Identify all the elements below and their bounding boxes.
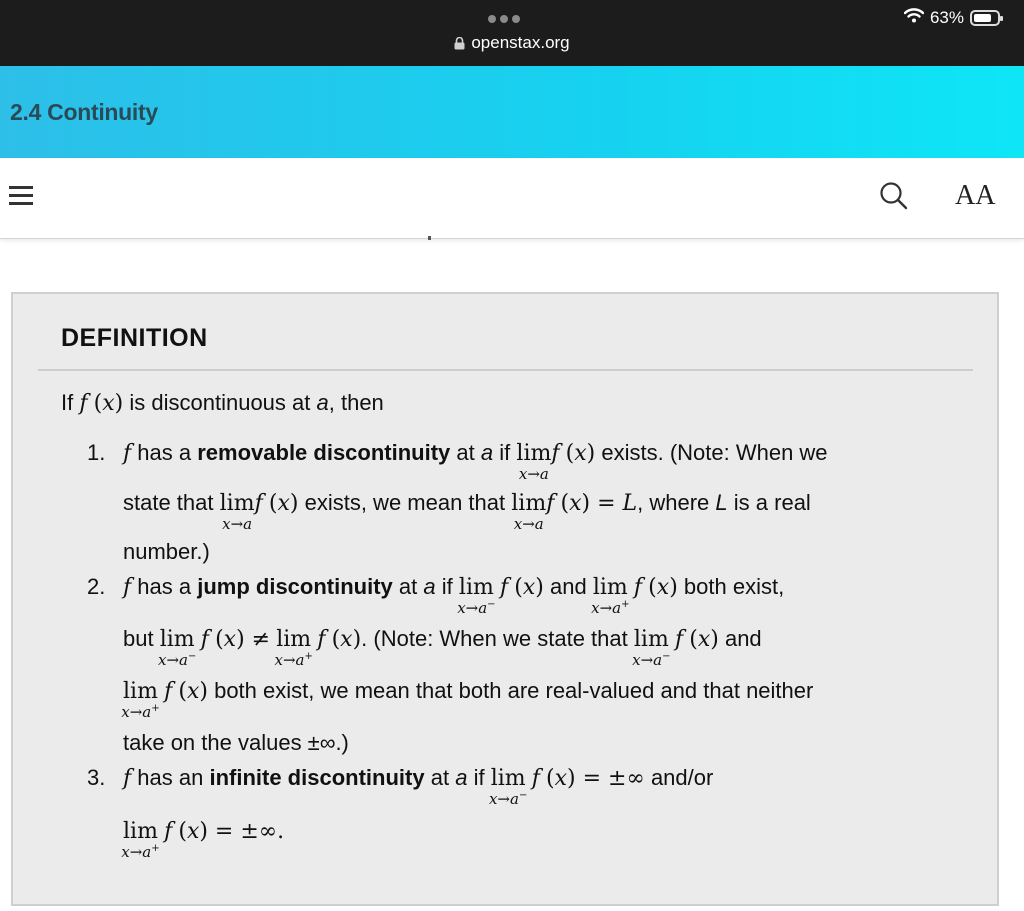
reader-toolbar [0,158,1024,239]
more-dots-icon[interactable] [488,10,536,24]
definition-box [11,292,999,906]
menu-icon[interactable] [9,186,33,210]
item2-line3: lim x→a+ f (x) both exist, we mean that both are real-valued and that neither [121,678,814,721]
term-removable: removable discontinuity [197,440,451,465]
item2-line2: but lim x→a− f (x) ≠ lim x→a+ f (x). (Note: When we state that lim x→a− f (x) and [123,626,762,669]
list-number: 3. [87,765,106,790]
intro-end: , then [328,390,384,415]
definition-heading: DEFINITION [61,324,208,352]
item3-line2: lim x→a+ f (x) = ±∞. [121,819,285,861]
intro-suffix: is discontinuous at [129,390,311,415]
chapter-header [0,66,1024,158]
intro-prefix: If [61,390,74,415]
item1-line3: number.) [123,539,210,564]
status-indicators [904,8,1000,28]
item2-line1: f has a jump discontinuity at a if lim x→a− f (x) and lim x→a+ f (x) both exist, [123,574,785,617]
content-peek [428,236,431,240]
url-text: openstax.org [471,33,570,52]
font-size-button[interactable]: AA [955,180,996,211]
term-jump: jump discontinuity [197,574,393,599]
battery-percent: 63% [929,8,964,27]
item1-line2: state that lim x→a f (x) exists, we mean that lim x→a f (x) = L, where L is a real [123,490,811,533]
lock-icon [454,35,465,55]
battery-icon [970,10,1000,26]
url-bar[interactable] [0,33,1024,55]
item3-line1: f has an infinite discontinuity at a if lim x→a− f (x) = ±∞ and/or [123,765,714,808]
intro-a: a [316,390,329,415]
term-infinite: infinite discontinuity [209,765,425,790]
page-title: 2.4 Continuity [10,99,158,125]
search-icon[interactable] [878,180,910,212]
definition-intro: If f (x) is discontinuous at a, then [61,390,384,416]
math-fx: f [79,391,88,416]
list-number: 2. [87,574,106,599]
item1-line1: f has a removable discontinuity at a if lim x→a f (x) exists. (Note: When we [123,440,828,483]
wifi-icon [904,8,924,28]
item2-line4: take on the values ±∞.) [123,730,349,755]
divider [38,369,973,371]
browser-top-bar [0,0,1024,66]
list-number: 1. [87,440,106,465]
